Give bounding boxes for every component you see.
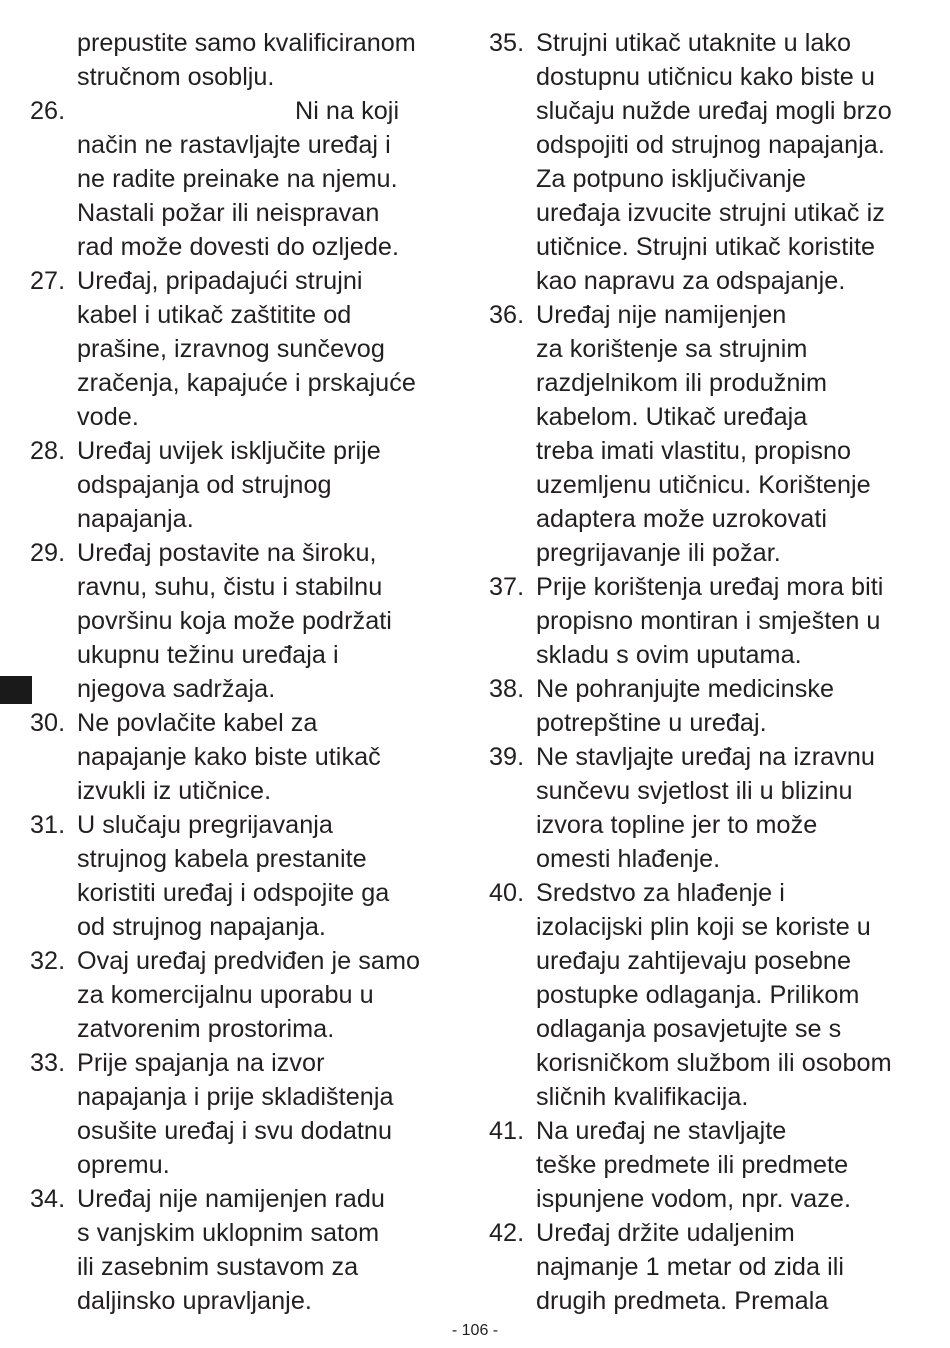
item-number: 30. [30,709,66,737]
item-number: 33. [30,1049,66,1077]
list-item [30,706,470,808]
item-number: 37. [489,573,525,601]
item-text: Uređaj nije namijenjen radu s vanjskim uklopnim satom ili zasebnim sustavom za daljinsko upravljanje. [77,1185,385,1315]
item-text: Uređaj uvijek isključite prije odspajanja od strujnog napajanja. [77,437,381,533]
list-item [30,1182,470,1318]
item-number: 26. [30,97,66,125]
item-text: Sredstvo za hlađenje i izolacijski plin koji se koriste u uređaju zahtijevaju posebne postupke odlaganja. Prilikom odlaganja posavjetujte se s korisničkom službom ili osobom sličnih kvalifikacija. [536,879,892,1111]
item-number: 42. [489,1219,525,1247]
list-item [489,570,939,672]
list-item [489,876,939,1114]
item-text [77,94,470,264]
item-number: 39. [489,743,525,771]
page-number: - 106 - [451,1322,499,1339]
list-item [489,26,939,298]
item-number: 41. [489,1117,525,1145]
list-item [489,1114,939,1216]
list-item-26 [30,94,470,264]
right-column [489,26,939,1318]
item-text: Ovaj uređaj predviđen je samo za komercijalnu uporabu u zatvorenim prostorima. [77,947,421,1043]
list-item [489,1216,939,1318]
item-text: Ne stavljajte uređaj na izravnu sunčevu svjetlost ili u blizinu izvora topline jer to može omesti hlađenje. [536,743,875,873]
language-section-tab [0,676,32,704]
item-number: 36. [489,301,525,329]
item-number: 29. [30,539,66,567]
item-number: 40. [489,879,525,907]
item-number: 34. [30,1185,66,1213]
item-number: 31. [30,811,66,839]
item-text: Prije spajanja na izvor napajanja i prije skladištenja osušite uređaj i svu dodatnu opremu. [77,1049,394,1179]
continuation-text: prepustite samo kvalificiranom stručnom osoblju. [77,29,416,91]
list-item [30,434,470,536]
item-text: Prije korištenja uređaj mora biti propisno montiran i smješten u skladu s ovim uputama. [536,573,884,669]
item-text: Uređaj postavite na široku, ravnu, suhu, čistu i stabilnu površinu koja može podržati ukupnu težinu uređaja i njegova sadržaja. [77,539,392,703]
list-item [489,672,939,740]
item-text: Uređaj nije namijenjen za korištenje sa strujnim razdjelnikom ili produžnim kabelom. Utikač uređaja treba imati vlastitu, propisno uzemljenu utičnicu. Korištenje adaptera može uzrokovati pregrijavanje ili požar. [536,301,871,567]
item-text: Strujni utikač utaknite u lako dostupnu utičnicu kako biste u slučaju nužde uređaj mogli brzo odspojiti od strujnog napajanja. Za potpuno isključivanje uređaja izvucite strujni utikač iz utičnice. Strujni utikač koristite kao napravu za odspajanje. [536,29,892,295]
list-item [30,536,470,706]
list-item [30,944,470,1046]
item-text: Na uređaj ne stavljajte teške predmete ili predmete ispunjene vodom, npr. vaze. [536,1117,851,1213]
item-number: 35. [489,29,525,57]
item-26-first-line: Ni na koji [295,97,400,125]
list-item [489,740,939,876]
list-item [489,298,939,570]
item-number: 32. [30,947,66,975]
item-number: 38. [489,675,525,703]
left-column [30,26,470,1318]
item-number: 27. [30,267,66,295]
item-number: 28. [30,437,66,465]
list-item [30,264,470,434]
item-text: Uređaj, pripadajući strujni kabel i utikač zaštitite od prašine, izravnog sunčevog zračenja, kapajuće i prskajuće vode. [77,267,416,431]
item-text: Ne povlačite kabel za napajanje kako biste utikač izvukli iz utičnice. [77,709,381,805]
list-item [30,808,470,944]
list-item [30,1046,470,1182]
item-text: Ne pohranjujte medicinske potrepštine u uređaj. [536,675,835,737]
item-26-rest: način ne rastavljajte uređaj i ne radite preinake na njemu. Nastali požar ili neispravan rad može dovesti do ozljede. [77,131,400,261]
item-text: Uređaj držite udaljenim najmanje 1 metar od zida ili drugih predmeta. Premala [536,1219,845,1315]
item-text: U slučaju pregrijavanja strujnog kabela prestanite koristiti uređaj i odspojite ga od strujnog napajanja. [77,811,390,941]
